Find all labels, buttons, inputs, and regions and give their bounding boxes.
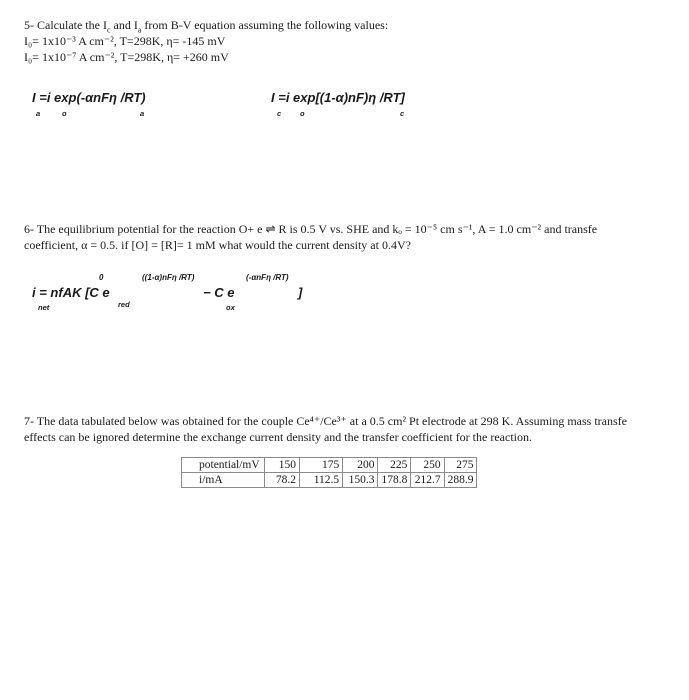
cathodic-current-equation: I =i exp[(1-α)nF)η /RT]: [271, 90, 405, 105]
net-current-equation: i = nfAK [C e: [32, 285, 110, 300]
problem5-values-line2: I₀= 1x10⁻⁷ A cm⁻², T=298K, η= +260 mV: [24, 50, 229, 64]
net-current-equation-bracket: ]: [298, 285, 303, 300]
table-cell: 112.5: [299, 473, 342, 488]
table-cell: 225: [378, 458, 411, 473]
heading-sub-c: c: [106, 25, 111, 35]
cathodic-sub-c: c: [277, 109, 282, 118]
table-cell: 150.3: [343, 473, 378, 488]
table-cell: 175: [299, 458, 342, 473]
problem7-line2: effects can be ignored determine the exchange current density and the transfer coefficient for the reaction.: [24, 430, 532, 444]
row-header-current: i/mA: [182, 473, 265, 488]
problem7-line1: 7- The data tabulated below was obtained for the couple Ce⁴⁺/Ce³⁺ at a 0.5 cm² Pt electrode at 298 K. Assuming mass transfe: [24, 414, 627, 428]
table-cell: 78.2: [264, 473, 299, 488]
heading-mid: and I: [110, 18, 138, 32]
data-table: [181, 457, 477, 488]
eq6-sup-exponent1: ((1-α)nFη /RT): [142, 273, 195, 282]
anodic-sub-eta: a: [140, 109, 145, 118]
problem5-values-line1: I₀= 1x10⁻³ A cm⁻², T=298K, η= -145 mV: [24, 34, 226, 48]
cathodic-sub-eta: c: [400, 109, 405, 118]
eq6-sub-red: red: [118, 300, 130, 309]
anodic-sub-o: o: [62, 109, 67, 118]
anodic-sub-a: a: [36, 109, 41, 118]
anodic-current-equation: I =i exp(-αnFη /RT): [32, 90, 146, 105]
cathodic-sub-o: o: [300, 109, 305, 118]
table-cell: 212.7: [411, 473, 444, 488]
table-cell: 250: [411, 458, 444, 473]
table-cell: 178.8: [378, 473, 411, 488]
eq6-sub-net: net: [38, 303, 50, 312]
table-cell: 200: [343, 458, 378, 473]
net-current-equation-ox-term: − C e: [203, 285, 235, 300]
table-cell: 288.9: [444, 473, 477, 488]
table-cell: 275: [444, 458, 477, 473]
problem6-line2: coefficient, α = 0.5. if [O] = [R]= 1 mM what would the current density at 0.4V?: [24, 238, 411, 252]
eq6-sup-zero: 0: [99, 273, 104, 282]
heading-sub-a: a: [137, 25, 142, 35]
row-header-potential: potential/mV: [182, 458, 265, 473]
heading-text: 5- Calculate the I: [24, 18, 107, 32]
problem6-line1: 6- The equilibrium potential for the reaction O+ e ⇌ R is 0.5 V vs. SHE and kₒ = 10⁻⁵ cm s⁻¹, A = 1.0 cm⁻² and transfe: [24, 222, 598, 236]
eq6-sub-ox: ox: [226, 303, 235, 312]
heading-end: from B-V equation assuming the following values:: [141, 18, 389, 32]
table-row-current: [182, 473, 477, 488]
eq6-sup-exponent2: (-αnFη /RT): [246, 273, 289, 282]
table-row-potential: [182, 458, 477, 473]
table-cell: 150: [264, 458, 299, 473]
